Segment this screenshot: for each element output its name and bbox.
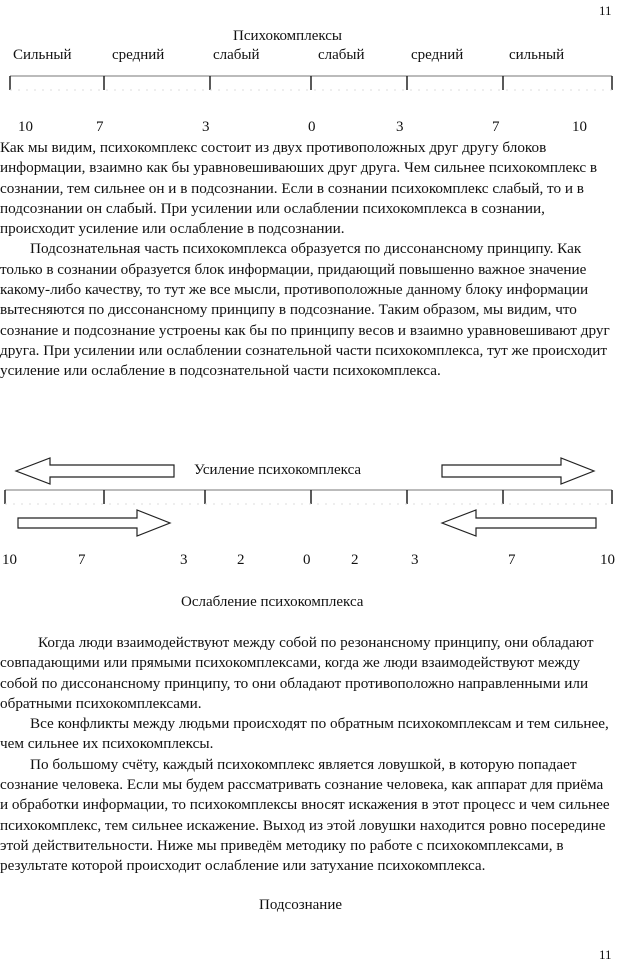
scale-header: сильный (509, 47, 565, 63)
section-heading: Подсознание (259, 897, 343, 913)
scale-number: 3 (202, 119, 210, 135)
scale-title: Психокомплексы (233, 28, 342, 44)
scale-number: 10 (18, 119, 33, 135)
text-block-1 (0, 138, 612, 382)
scale-number: 3 (396, 119, 404, 135)
text-block-2 (0, 633, 612, 877)
arrow-right-top (0, 456, 620, 486)
scale-line-1 (0, 66, 620, 96)
scale2-number: 10 (600, 552, 615, 568)
scale2-bottom-label: Ослабление психокомплекса (181, 594, 364, 610)
scale2-number: 7 (78, 552, 86, 568)
page-number-top: 11 (599, 3, 612, 18)
scale-header: средний (112, 47, 165, 63)
scale2-number: 0 (303, 552, 311, 568)
scale-header: средний (411, 47, 464, 63)
scale-number: 7 (492, 119, 500, 135)
scale2-number: 3 (411, 552, 419, 568)
scale-number: 0 (308, 119, 316, 135)
paragraph: По большому счёту, каждый психокомплекс является ловушкой, в которую попадает сознание человека. Если мы будем рассматривать сознание человека, как аппарат для приёма и обработки информации, то психокомплексы вносят искажения в этот процесс и чем сильнее психокомплекс, тем сильнее искажение. Выход из этой ловушки находится ровно посередине этой действительности. Ниже мы приведём методику по работе с психокомплексами, в результате которой происходит ослабление или затухание психокомплекса. (0, 755, 610, 875)
scale-header: слабый (318, 47, 365, 63)
scale2-number: 7 (508, 552, 516, 568)
scale-header: слабый (213, 47, 260, 63)
scale2-number: 2 (351, 552, 359, 568)
scale2-number: 2 (237, 552, 245, 568)
scale-header: Сильный (13, 47, 72, 63)
paragraph: Подсознательная часть психокомплекса образуется по диссонансному принципу. Как только в сознании образуется блок информации, придающий повышенно важное значение какому-либо качеству, то тут же все мысли, противоположные данному блоку информации вытесняются по диссонансному принципу в подсознание. Таким образом, мы видим, что сознание и подсознание устроены как бы по принципу весов и взаимно уравновешивают друг друга. При усилении или ослаблении сознательной части психокомплекса, тут же происходит усиление или ослабление в подсознательной части психокомплекса. (0, 240, 610, 380)
scale-number: 7 (96, 119, 104, 135)
paragraph: Как мы видим, психокомплекс состоит из двух противоположных друг другу блоков информации, взаимно как бы уравновешиваюших друг друга. Чем сильнее психокомплекс в сознании, тем сильнее он и в подсознании. Если в сознании психокомплекс слабый, то и в подсознании он слабый. При усилении или ослаблении психокомплекса в сознании, происходит усиление или ослабление в подсознании. (0, 139, 598, 238)
scale-line-2 (0, 484, 620, 508)
scale2-number: 3 (180, 552, 188, 568)
page-number-bottom: 11 (599, 947, 612, 962)
scale2-number: 10 (2, 552, 17, 568)
scale-number: 10 (572, 119, 587, 135)
arrow-left-bottom (0, 508, 620, 540)
scale2-top-label: Усиление психокомплекса (194, 462, 362, 478)
paragraph: Когда люди взаимодействуют между собой по резонансному принципу, они обладают совпадающими или прямыми психокомплексами, когда же люди взаимодействуют между собой по диссонансному принципу, то они обладают противоположно направленными или обратными психокомплексами. (0, 634, 594, 712)
paragraph: Все конфликты между людьми происходят по обратным психокомплексам и тем сильнее, чем сильнее их психокомплексы. (0, 715, 609, 753)
